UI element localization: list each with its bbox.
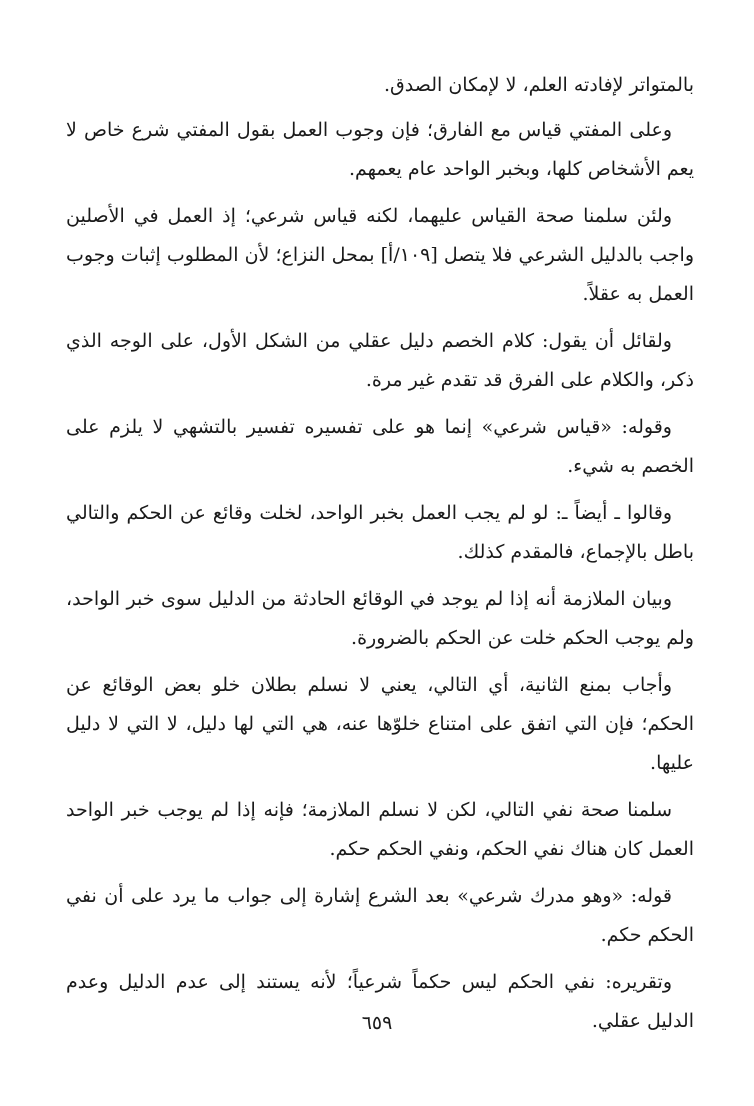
paragraph-9: سلمنا صحة نفي التالي، لكن لا نسلم الملازمة؛ فإنه إذا لم يوجب خبر الواحد العمل كان هناك نفي الحكم، ونفي الحكم حكم. bbox=[66, 799, 694, 860]
paragraph-4: ولقائل أن يقول: كلام الخصم دليل عقلي من الشكل الأول، على الوجه الذي ذكر، والكلام على الفرق قد تقدم غير مرة. bbox=[66, 330, 694, 391]
paragraph-2: وعلى المفتي قياس مع الفارق؛ فإن وجوب العمل بقول المفتي شرع خاص لا يعم الأشخاص كلها، وبخبر الواحد عام يعمهم. bbox=[66, 119, 694, 180]
page-body bbox=[66, 66, 694, 1049]
paragraph-5: وقوله: «قياس شرعي» إنما هو على تفسيره تفسير بالتشهي لا يلزم على الخصم به شيء. bbox=[66, 416, 694, 477]
paragraph-8: وأجاب بمنع الثانية، أي التالي، يعني لا نسلم بطلان خلو بعض الوقائع عن الحكم؛ فإن التي اتفق على امتناع خلوّها عنه، هي التي لها دليل، لا التي لا دليل عليها. bbox=[66, 674, 694, 774]
paragraph-6: وقالوا ـ أيضاً ـ: لو لم يجب العمل بخبر الواحد، لخلت وقائع عن الحكم والتالي باطل بالإجماع، فالمقدم كذلك. bbox=[66, 502, 694, 563]
paragraph-1: بالمتواتر لإفادته العلم، لا لإمكان الصدق. bbox=[384, 74, 694, 96]
page-number: ٦٥٩ bbox=[361, 1012, 393, 1034]
paragraph-7: وبيان الملازمة أنه إذا لم يوجد في الوقائع الحادثة من الدليل سوى خبر الواحد، ولم يوجب الحكم خلت عن الحكم بالضرورة. bbox=[66, 588, 694, 649]
paragraph-3: ولئن سلمنا صحة القياس عليهما، لكنه قياس شرعي؛ إذ العمل في الأصلين واجب بالدليل الشرعي فلا يتصل [١٠٩/أ] بمحل النزاع؛ لأن المطلوب إثبات وجوب العمل به عقلاً. bbox=[66, 205, 694, 305]
paragraph-11: وتقريره: نفي الحكم ليس حكماً شرعياً؛ لأنه يستند إلى عدم الدليل وعدم الدليل عقلي. bbox=[66, 971, 694, 1032]
paragraph-10: قوله: «وهو مدرك شرعي» بعد الشرع إشارة إلى جواب ما يرد على أن نفي الحكم حكم. bbox=[66, 885, 694, 946]
